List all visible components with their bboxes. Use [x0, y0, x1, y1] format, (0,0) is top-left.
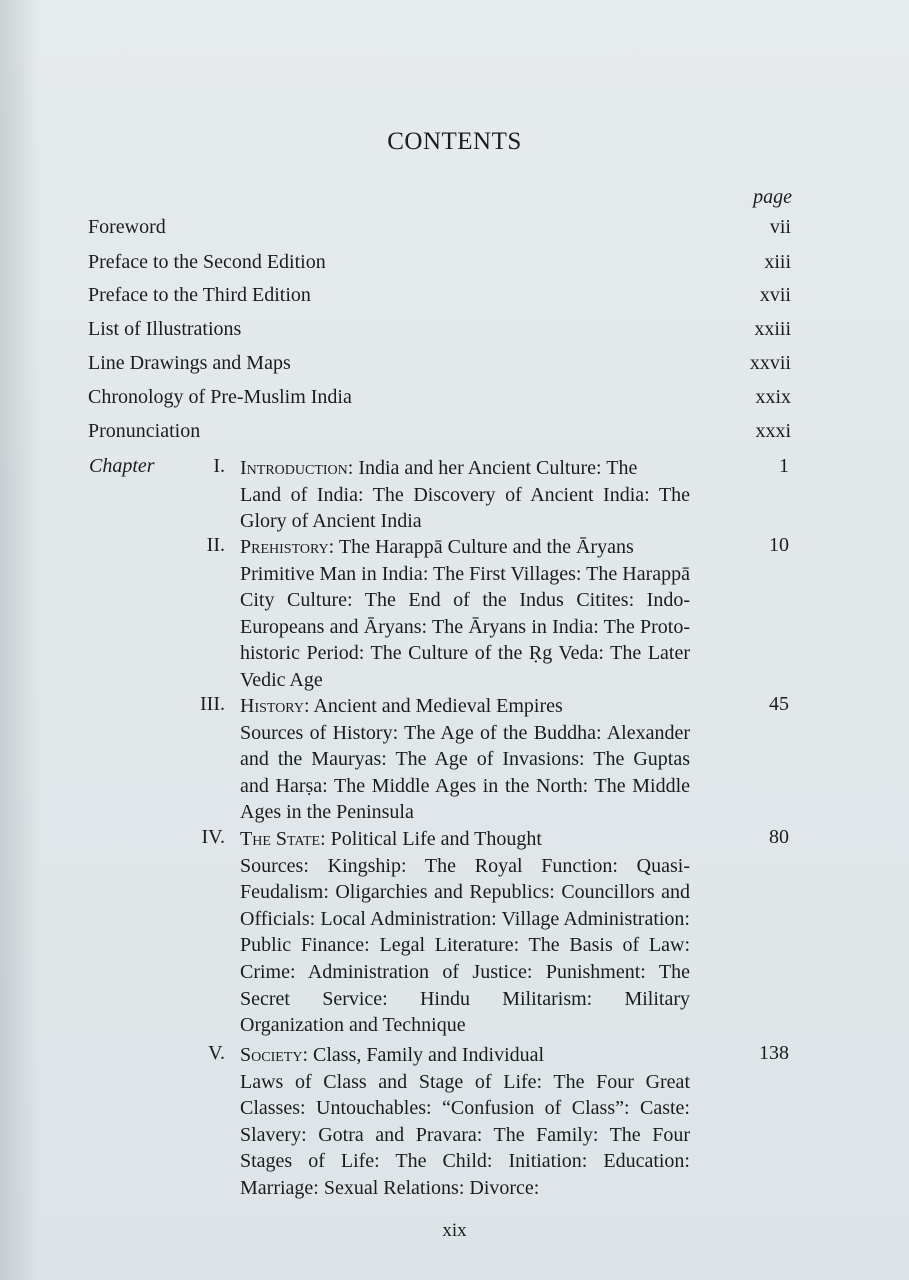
toc-entry-label: Line Drawings and Maps	[88, 352, 291, 374]
toc-entry-page: xxix	[755, 386, 791, 408]
chapter-heading-title: Prehistory	[240, 536, 329, 558]
toc-entry-page: xxvii	[749, 352, 791, 374]
chapter-page: 80	[769, 826, 789, 848]
toc-entry-page: xxiii	[754, 318, 791, 340]
page-gutter-shadow	[0, 0, 40, 1280]
toc-entry-line-drawings	[88, 352, 791, 382]
chapter-heading-subtitle: : Ancient and Medieval Empires	[303, 695, 563, 717]
toc-entry-label: Preface to the Third Edition	[88, 284, 311, 306]
chapter-number: II.	[206, 534, 225, 556]
chapter-topics: Laws of Class and Stage of Life: The Four Great Classes: Untouchables: “Confusion of Class”: Caste: Slavery: Gotra and Pravara: The Family: The Four Stages of Life: The Child: Initiation: Education: Marriage: Sexual Relations: Divorce:	[240, 1070, 690, 1199]
page-title: CONTENTS	[387, 128, 522, 155]
chapter-topics: Sources of History: The Age of the Buddha: Alexander and the Mauryas: The Age of Invasions: The Guptas and Harṣa: The Middle Ages in the North: The Middle Ages in the Peninsula	[240, 721, 690, 824]
toc-entry-chronology	[88, 386, 791, 416]
chapter-number: I.	[213, 455, 225, 477]
chapter-heading	[240, 534, 690, 561]
toc-entry-page: vii	[769, 216, 791, 238]
toc-entry-page: xxxi	[755, 420, 791, 442]
chapter-heading-subtitle: : Political Life and Thought	[320, 828, 542, 850]
page-number-folio: xix	[442, 1220, 467, 1241]
chapter-number: V.	[208, 1042, 225, 1064]
page-column-heading: page	[753, 186, 792, 208]
chapter-page: 138	[759, 1042, 789, 1064]
chapter-body	[240, 693, 690, 826]
chapter-heading-title: Society	[240, 1044, 303, 1066]
chapter-heading	[240, 455, 690, 482]
chapter-page: 45	[769, 693, 789, 715]
chapter-body	[240, 826, 690, 1039]
chapter-topics: Primitive Man in India: The First Villages: The Harappā City Culture: The End of the Indus Citites: Indo-Europeans and Āryans: The Āryans in India: The Proto-historic Period: The Culture of the Ṛg Veda: The Later Vedic Age	[240, 562, 690, 691]
chapter-number: III.	[200, 693, 225, 715]
chapter-label: Chapter	[89, 455, 155, 477]
chapter-heading-subtitle: : Class, Family and Individual	[302, 1044, 545, 1066]
chapter-topics: Land of India: The Discovery of Ancient India: The Glory of Ancient India	[240, 483, 690, 533]
chapter-topics: Sources: Kingship: The Royal Function: Quasi-Feudalism: Oligarchies and Republics: Councillors and Officials: Local Administration: Village Administration: Public Finance: Legal Literature: The Basis of Law: Crime: Administration of Justice: Punishment: The Secret Service: Hindu Militarism: Military Organization and Technique	[240, 854, 690, 1037]
chapter-body	[240, 455, 690, 535]
toc-entry-preface-second	[88, 251, 791, 281]
toc-entry-label: Preface to the Second Edition	[88, 251, 326, 273]
toc-entry-pronunciation	[88, 420, 791, 450]
chapter-heading-title: Introduction	[240, 457, 348, 479]
chapter-number: IV.	[201, 826, 225, 848]
toc-entry-page: xvii	[759, 284, 791, 306]
chapter-heading-subtitle: : The Harappā Culture and the Āryans	[328, 536, 634, 558]
chapter-body	[240, 1042, 690, 1202]
toc-entry-illustrations	[88, 318, 791, 348]
chapter-heading-title: The State	[240, 828, 321, 850]
chapter-heading	[240, 693, 690, 720]
chapter-heading-subtitle: : India and her Ancient Culture: The	[347, 457, 638, 479]
toc-entry-label: List of Illustrations	[88, 318, 242, 340]
toc-entry-page: xiii	[764, 251, 791, 273]
chapter-heading-title: History	[240, 695, 304, 717]
chapter-page: 10	[769, 534, 789, 556]
toc-entry-label: Chronology of Pre-Muslim India	[88, 386, 352, 408]
toc-entry-preface-third	[88, 284, 791, 314]
toc-entry-label: Pronunciation	[88, 420, 201, 442]
toc-entry-label: Foreword	[88, 216, 166, 238]
chapter-page: 1	[779, 455, 789, 477]
toc-entry-foreword	[88, 216, 791, 246]
chapter-heading	[240, 826, 690, 853]
chapter-heading	[240, 1042, 690, 1069]
chapter-body	[240, 534, 690, 694]
